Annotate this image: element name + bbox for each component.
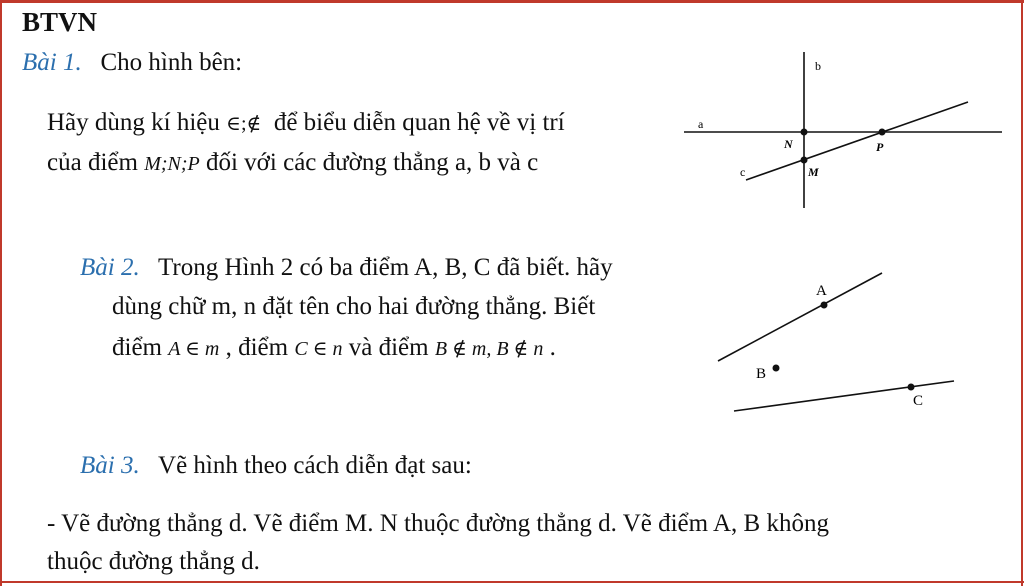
exercise-2-line-1 <box>80 253 613 283</box>
figure-2-point-a-dot <box>821 302 828 309</box>
exercise-3-intro: Vẽ hình theo cách diễn đạt sau: <box>158 452 472 479</box>
exercise-1-label: Bài 1. <box>22 49 82 76</box>
exercise-3-line-2: thuộc đường thẳng d. <box>47 548 260 575</box>
figure-1-line-c <box>746 102 968 180</box>
frame-bottom-border <box>0 581 1024 583</box>
exercise-2-text-3b: , điểm <box>225 334 289 361</box>
exercise-2-label: Bài 2. <box>80 254 140 281</box>
figure-2-line-m <box>718 273 882 361</box>
figure-1-label-p: P <box>876 140 884 154</box>
figure-1-label-a: a <box>698 117 704 131</box>
figure-1-label-b: b <box>815 59 821 73</box>
exercise-1-text-a: Hãy dùng kí hiệu <box>47 109 220 136</box>
exercise-2-condition-2: C ∈ n <box>294 338 343 360</box>
exercise-1-symbols: ∈;∉ <box>226 113 262 135</box>
figure-1-point-p-dot <box>879 129 886 136</box>
exercise-1-figure <box>680 40 1010 215</box>
exercise-1-heading <box>22 48 242 78</box>
exercise-2-text-3c: và điểm <box>348 334 429 361</box>
exercise-1-line-1 <box>47 108 565 139</box>
figure-1-point-m-dot <box>801 157 808 164</box>
exercise-2-figure <box>710 265 970 425</box>
exercise-2-text-1: Trong Hình 2 có ba điểm A, B, C đã biết. hãy <box>158 254 613 281</box>
figure-2-point-b-dot <box>773 365 780 372</box>
figure-1-label-c: c <box>740 165 746 179</box>
exercise-3-label: Bài 3. <box>80 452 140 479</box>
exercise-2-line-2: dùng chữ m, n đặt tên cho hai đường thẳng. Biết <box>112 293 596 320</box>
frame-top-border <box>0 0 1024 3</box>
exercise-1-text-d: đối với các đường thẳng a, b và c <box>205 149 539 176</box>
exercise-3-heading <box>80 451 472 481</box>
exercise-3-line-1: - Vẽ đường thẳng d. Vẽ điểm M. N thuộc đường thẳng d. Vẽ điểm A, B không <box>47 510 829 537</box>
figure-1-label-m: M <box>808 165 819 179</box>
exercise-2-text-3d: . <box>549 334 556 361</box>
exercise-1-points: M;N;P <box>144 153 200 175</box>
exercise-1-text-c: của điểm <box>47 149 138 176</box>
figure-2-label-c: C <box>913 393 924 409</box>
exercise-1-intro: Cho hình bên: <box>100 49 243 76</box>
frame-right-border <box>1021 0 1023 586</box>
figure-1-label-n: N <box>784 137 793 151</box>
exercise-2-line-3 <box>112 333 556 364</box>
frame-left-border <box>0 0 2 586</box>
figure-2-label-a: A <box>816 283 827 299</box>
exercise-1-line-2 <box>47 148 538 179</box>
exercise-2-condition-3: B ∉ m, B ∉ n <box>434 338 544 360</box>
figure-2-label-b: B <box>756 366 767 382</box>
exercise-1-text-b: để biểu diễn quan hệ về vị trí <box>273 109 565 136</box>
page-title: BTVN <box>22 7 98 37</box>
exercise-2-condition-1: A ∈ m <box>168 338 220 360</box>
exercise-2-text-3a: điểm <box>112 334 162 361</box>
figure-2-point-c-dot <box>908 384 915 391</box>
figure-1-point-n-dot <box>801 129 808 136</box>
